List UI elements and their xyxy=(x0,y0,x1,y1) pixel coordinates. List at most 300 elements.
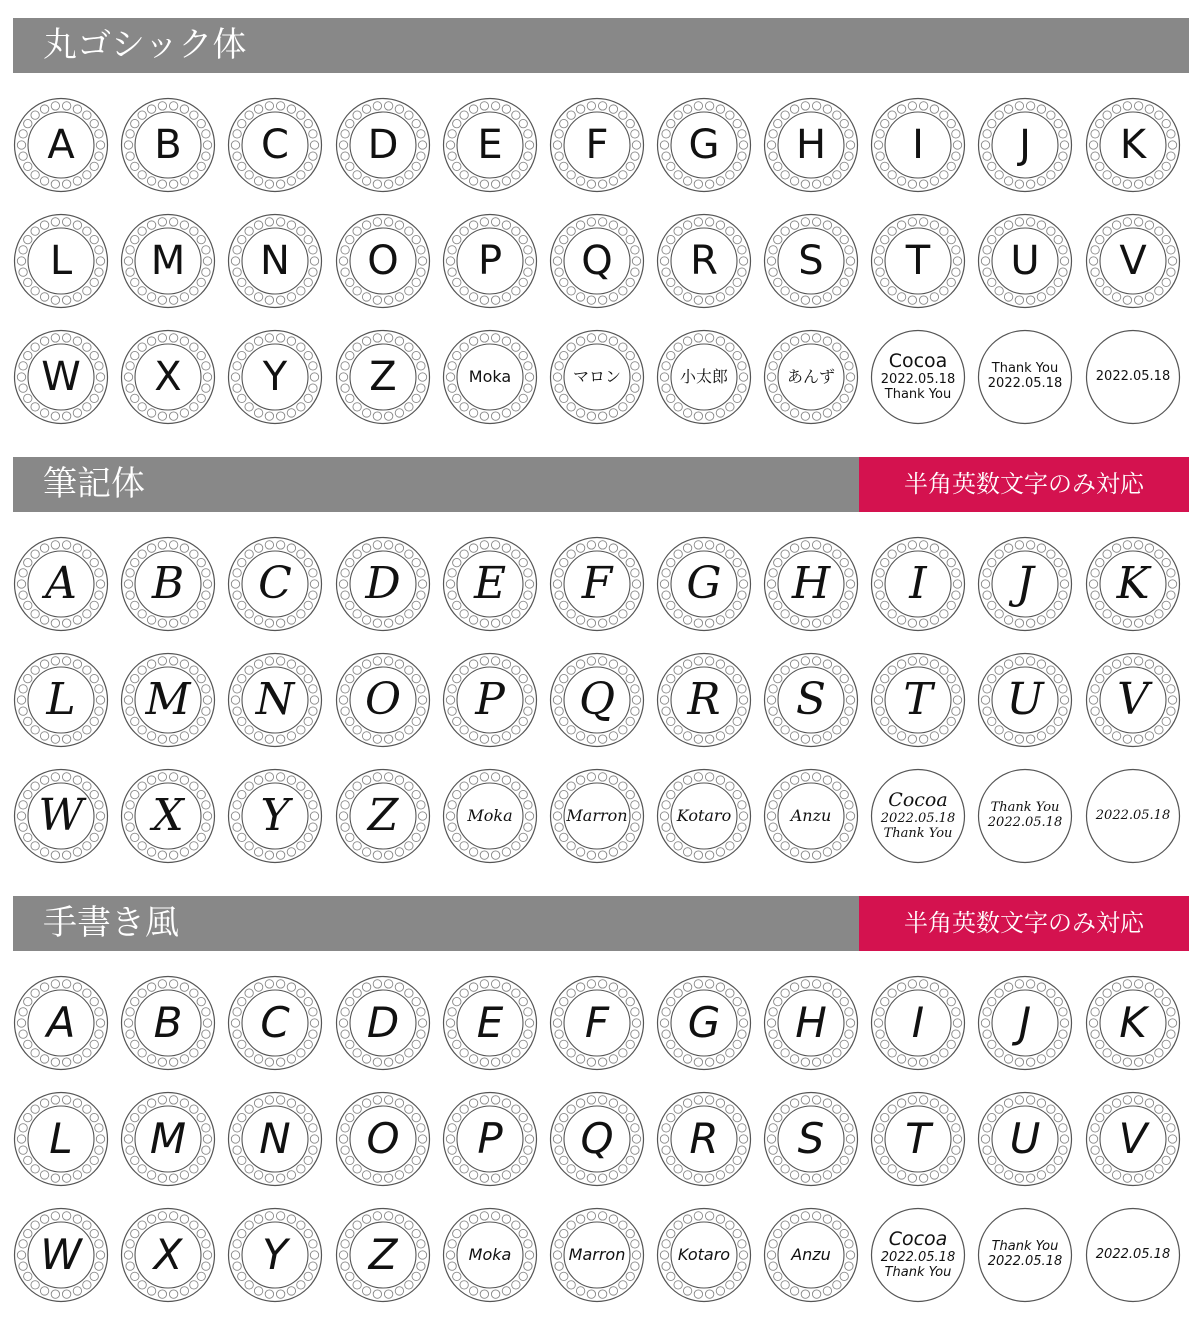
stamp-text xyxy=(870,1091,966,1187)
stamp-plain[interactable] xyxy=(977,329,1073,425)
stamp-plain[interactable] xyxy=(870,768,966,864)
stamp-text xyxy=(13,213,109,309)
stamp-text-line: Thank You xyxy=(884,386,952,402)
stamp-letter-x[interactable] xyxy=(120,768,216,864)
stamp-text xyxy=(977,652,1073,748)
stamp-text-line: E xyxy=(476,997,504,1047)
stamp-text xyxy=(335,1091,431,1187)
stamp-text-line: G xyxy=(687,997,721,1047)
stamp-text-line: C xyxy=(261,122,289,168)
stamp-text xyxy=(763,97,859,193)
stamp-text-line: K xyxy=(1116,557,1150,609)
stamp-text-line: M xyxy=(150,238,186,284)
stamp-text xyxy=(977,768,1073,864)
stamp-letter-u[interactable] xyxy=(977,1091,1073,1187)
stamp-text xyxy=(870,768,966,864)
stamp-text-line: L xyxy=(46,673,76,725)
stamp-name[interactable] xyxy=(442,329,538,425)
section-title: 丸ゴシック体 xyxy=(43,25,247,65)
stamp-text-line: Thank You xyxy=(883,825,953,841)
stamp-text xyxy=(13,1091,109,1187)
stamp-text xyxy=(549,97,645,193)
stamp-text xyxy=(870,652,966,748)
section-badge: 半角英数文字のみ対応 xyxy=(859,457,1189,512)
stamp-text xyxy=(870,97,966,193)
stamp-text xyxy=(442,652,538,748)
stamp-text xyxy=(549,975,645,1071)
stamp-letter-p[interactable] xyxy=(442,213,538,309)
stamp-letter-l[interactable] xyxy=(13,213,109,309)
stamp-name[interactable] xyxy=(763,1207,859,1303)
stamp-letter-f[interactable] xyxy=(549,975,645,1071)
stamp-text xyxy=(335,536,431,632)
stamp-text xyxy=(763,329,859,425)
stamp-text-line: U xyxy=(1010,238,1040,284)
stamp-text-line: P xyxy=(477,1113,503,1163)
stamp-letter-h[interactable] xyxy=(763,975,859,1071)
stamp-letter-r[interactable] xyxy=(656,652,752,748)
stamp-text-line: Thank You xyxy=(991,1239,1059,1255)
stamp-text xyxy=(120,652,216,748)
stamp-name[interactable] xyxy=(656,1207,752,1303)
stamp-text-line: W xyxy=(40,1229,82,1279)
stamp-letter-q[interactable] xyxy=(549,213,645,309)
stamp-letter-a[interactable] xyxy=(13,97,109,193)
stamp-text xyxy=(656,1207,752,1303)
stamp-letter-e[interactable] xyxy=(442,975,538,1071)
stamp-text-line: E xyxy=(477,122,503,168)
stamp-text-line: Thank You xyxy=(990,800,1060,816)
stamp-text-line: 2022.05.18 xyxy=(1095,368,1171,384)
stamp-text-line: H xyxy=(795,997,827,1047)
stamp-letter-q[interactable] xyxy=(549,1091,645,1187)
stamp-text-line: Y xyxy=(262,1229,288,1279)
stamp-text xyxy=(549,768,645,864)
stamp-text-line: あんず xyxy=(786,366,835,386)
stamp-text-line: A xyxy=(46,997,76,1047)
stamp-text xyxy=(977,975,1073,1071)
stamp-text-line: I xyxy=(909,557,927,609)
stamp-text-line: S xyxy=(797,1113,825,1163)
stamp-letter-g[interactable] xyxy=(656,975,752,1071)
stamp-text-line: D xyxy=(365,557,401,609)
stamp-text xyxy=(227,329,323,425)
stamp-text-line: Z xyxy=(369,354,397,400)
stamp-text xyxy=(120,97,216,193)
stamp-text xyxy=(442,768,538,864)
stamp-text xyxy=(870,975,966,1071)
stamp-text-line: 2022.05.18 xyxy=(987,815,1063,830)
section-title: 手書き風 xyxy=(43,903,179,943)
stamp-text-line: L xyxy=(49,1113,73,1163)
stamp-text-line: Y xyxy=(260,789,290,841)
stamp-text xyxy=(977,1207,1073,1303)
stamp-letter-i[interactable] xyxy=(870,975,966,1071)
stamp-letter-n[interactable] xyxy=(227,213,323,309)
stamp-plain[interactable] xyxy=(977,768,1073,864)
stamp-letter-x[interactable] xyxy=(120,329,216,425)
stamp-letter-w[interactable] xyxy=(13,329,109,425)
stamp-text xyxy=(763,536,859,632)
stamp-letter-f[interactable] xyxy=(549,97,645,193)
stamp-name[interactable] xyxy=(442,768,538,864)
stamp-text-line: Moka xyxy=(467,805,513,825)
stamp-text-line: V xyxy=(1117,673,1149,725)
stamp-text xyxy=(549,1207,645,1303)
stamp-letter-g[interactable] xyxy=(656,536,752,632)
stamp-text-line: L xyxy=(49,238,73,284)
stamp-letter-p[interactable] xyxy=(442,1091,538,1187)
stamp-letter-l[interactable] xyxy=(13,652,109,748)
stamp-text xyxy=(227,213,323,309)
stamp-text-line: Q xyxy=(580,1113,614,1163)
stamp-text-line: 小太郎 xyxy=(679,366,728,386)
stamp-text xyxy=(549,652,645,748)
stamp-letter-t[interactable] xyxy=(870,213,966,309)
stamp-text-line: B xyxy=(151,557,185,609)
stamp-letter-y[interactable] xyxy=(227,329,323,425)
stamp-letter-j[interactable] xyxy=(977,536,1073,632)
stamp-letter-j[interactable] xyxy=(977,975,1073,1071)
stamp-letter-a[interactable] xyxy=(13,975,109,1071)
stamp-text-line: 2022.05.18 xyxy=(987,376,1063,391)
stamp-text-line: U xyxy=(1006,673,1044,725)
stamp-text xyxy=(977,536,1073,632)
stamp-letter-m[interactable] xyxy=(120,652,216,748)
stamp-text xyxy=(977,213,1073,309)
stamp-text xyxy=(763,1207,859,1303)
stamp-text-line: X xyxy=(152,789,184,841)
stamp-text xyxy=(763,1091,859,1187)
stamp-text xyxy=(656,652,752,748)
stamp-letter-d[interactable] xyxy=(335,975,431,1071)
stamp-letter-l[interactable] xyxy=(13,1091,109,1187)
stamp-text-line: Cocoa xyxy=(888,1228,948,1251)
stamp-text xyxy=(120,768,216,864)
stamp-text-line: Kotaro xyxy=(676,805,732,825)
stamp-text-line: D xyxy=(366,997,400,1047)
stamp-text-line: F xyxy=(581,557,613,609)
stamp-plain[interactable] xyxy=(1085,329,1181,425)
stamp-plain[interactable] xyxy=(870,1207,966,1303)
stamp-text xyxy=(120,536,216,632)
stamp-letter-d[interactable] xyxy=(335,97,431,193)
stamp-text xyxy=(1085,1091,1181,1187)
stamp-text-line: U xyxy=(1009,1113,1041,1163)
stamp-text-line: Z xyxy=(367,789,399,841)
stamp-text-line: K xyxy=(1119,997,1147,1047)
stamp-text xyxy=(442,1207,538,1303)
stamp-letter-a[interactable] xyxy=(13,536,109,632)
stamp-text-line: F xyxy=(585,122,609,168)
stamp-text xyxy=(870,1207,966,1303)
stamp-text xyxy=(870,536,966,632)
stamp-text-line: 2022.05.18 xyxy=(880,371,956,387)
stamp-text xyxy=(442,329,538,425)
section-header xyxy=(13,457,1189,512)
stamp-text xyxy=(335,213,431,309)
stamp-text xyxy=(1085,652,1181,748)
stamp-letter-z[interactable] xyxy=(335,329,431,425)
stamp-text xyxy=(1085,768,1181,864)
stamp-text xyxy=(656,768,752,864)
stamp-text xyxy=(656,329,752,425)
stamp-text xyxy=(656,975,752,1071)
stamp-text-line: Cocoa xyxy=(888,789,948,812)
stamp-text xyxy=(442,213,538,309)
stamp-text-line: P xyxy=(475,673,505,725)
stamp-plain[interactable] xyxy=(1085,768,1181,864)
stamp-text-line: 2022.05.18 xyxy=(987,1254,1063,1269)
stamp-text-line: W xyxy=(38,789,84,841)
stamp-text-line: T xyxy=(905,1113,931,1163)
stamp-letter-p[interactable] xyxy=(442,652,538,748)
stamp-text-line: O xyxy=(364,673,402,725)
stamp-text-line: F xyxy=(584,997,610,1047)
stamp-text-line: W xyxy=(41,354,81,400)
stamp-letter-e[interactable] xyxy=(442,536,538,632)
stamp-text xyxy=(227,1207,323,1303)
stamp-text xyxy=(120,975,216,1071)
stamp-letter-v[interactable] xyxy=(1085,652,1181,748)
stamp-text xyxy=(120,213,216,309)
stamp-text-line: N xyxy=(260,238,290,284)
stamp-text-line: R xyxy=(689,1113,719,1163)
stamp-text-line: S xyxy=(795,673,827,725)
stamp-letter-s[interactable] xyxy=(763,213,859,309)
stamp-letter-h[interactable] xyxy=(763,536,859,632)
stamp-text-line: Thank You xyxy=(884,1264,952,1280)
stamp-text xyxy=(227,975,323,1071)
stamp-text-line: B xyxy=(154,122,182,168)
stamp-text-line: B xyxy=(153,997,183,1047)
stamp-text xyxy=(335,97,431,193)
stamp-letter-m[interactable] xyxy=(120,1091,216,1187)
stamp-text xyxy=(763,768,859,864)
stamp-name[interactable] xyxy=(656,768,752,864)
stamp-letter-k[interactable] xyxy=(1085,536,1181,632)
stamp-letter-s[interactable] xyxy=(763,1091,859,1187)
stamp-text-line: G xyxy=(688,122,720,168)
stamp-text xyxy=(763,213,859,309)
stamp-text xyxy=(120,1207,216,1303)
stamp-text xyxy=(335,975,431,1071)
stamp-letter-d[interactable] xyxy=(335,536,431,632)
stamp-name[interactable] xyxy=(763,768,859,864)
stamp-text-line: T xyxy=(905,238,931,284)
stamp-letter-f[interactable] xyxy=(549,536,645,632)
stamp-text-line: C xyxy=(258,557,292,609)
stamp-text-line: J xyxy=(1018,997,1032,1047)
stamp-text-line: 2022.05.18 xyxy=(1095,1246,1171,1262)
stamp-letter-u[interactable] xyxy=(977,213,1073,309)
stamp-letter-z[interactable] xyxy=(335,768,431,864)
section-header xyxy=(13,18,1189,73)
stamp-text-line: R xyxy=(687,673,721,725)
stamp-text xyxy=(335,1207,431,1303)
stamp-text-line: マロン xyxy=(572,366,621,386)
stamp-text-line: R xyxy=(690,238,718,284)
stamp-text xyxy=(1085,975,1181,1071)
stamp-name[interactable] xyxy=(763,329,859,425)
stamp-text xyxy=(977,329,1073,425)
stamp-text xyxy=(13,652,109,748)
stamp-plain[interactable] xyxy=(1085,1207,1181,1303)
stamp-text xyxy=(335,768,431,864)
stamp-text-line: Z xyxy=(368,1229,398,1279)
stamp-text xyxy=(335,652,431,748)
stamp-text xyxy=(549,213,645,309)
stamp-text-line: G xyxy=(686,557,722,609)
stamp-text-line: Moka xyxy=(468,1244,512,1264)
stamp-letter-n[interactable] xyxy=(227,652,323,748)
stamp-letter-o[interactable] xyxy=(335,213,431,309)
stamp-text-line: Marron xyxy=(568,1244,626,1264)
stamp-text xyxy=(656,97,752,193)
section-header xyxy=(13,896,1189,951)
section-title: 筆記体 xyxy=(43,464,145,504)
stamp-text-line: N xyxy=(259,1113,291,1163)
stamp-text-line: P xyxy=(477,238,503,284)
stamp-name[interactable] xyxy=(549,768,645,864)
stamp-letter-y[interactable] xyxy=(227,768,323,864)
stamp-letter-s[interactable] xyxy=(763,652,859,748)
stamp-letter-m[interactable] xyxy=(120,213,216,309)
stamp-text xyxy=(870,329,966,425)
stamp-letter-b[interactable] xyxy=(120,536,216,632)
stamp-text xyxy=(227,768,323,864)
stamp-text-line: H xyxy=(791,557,831,609)
stamp-name[interactable] xyxy=(442,1207,538,1303)
stamp-letter-v[interactable] xyxy=(1085,213,1181,309)
stamp-letter-e[interactable] xyxy=(442,97,538,193)
stamp-text-line: C xyxy=(260,997,290,1047)
stamp-letter-w[interactable] xyxy=(13,1207,109,1303)
stamp-letter-c[interactable] xyxy=(227,536,323,632)
stamp-text-line: Moka xyxy=(468,366,512,386)
stamp-text xyxy=(13,97,109,193)
stamp-text xyxy=(13,329,109,425)
stamp-text-line: A xyxy=(45,557,77,609)
stamp-text xyxy=(763,652,859,748)
stamp-letter-c[interactable] xyxy=(227,97,323,193)
stamp-text-line: Y xyxy=(262,354,288,400)
stamp-text xyxy=(1085,536,1181,632)
stamp-name[interactable] xyxy=(549,329,645,425)
stamp-name[interactable] xyxy=(656,329,752,425)
stamp-text-line: K xyxy=(1119,122,1147,168)
stamp-letter-o[interactable] xyxy=(335,652,431,748)
stamp-text xyxy=(13,1207,109,1303)
stamp-letter-x[interactable] xyxy=(120,1207,216,1303)
stamp-letter-y[interactable] xyxy=(227,1207,323,1303)
stamp-letter-i[interactable] xyxy=(870,536,966,632)
stamp-text-line: Anzu xyxy=(790,805,832,825)
stamp-letter-k[interactable] xyxy=(1085,97,1181,193)
stamp-letter-q[interactable] xyxy=(549,652,645,748)
stamp-name[interactable] xyxy=(549,1207,645,1303)
stamp-text-line: H xyxy=(795,122,827,168)
stamp-letter-h[interactable] xyxy=(763,97,859,193)
stamp-text xyxy=(656,1091,752,1187)
stamp-text xyxy=(442,975,538,1071)
stamp-text xyxy=(1085,1207,1181,1303)
stamp-text xyxy=(1085,329,1181,425)
stamp-text xyxy=(120,329,216,425)
stamp-text xyxy=(442,97,538,193)
stamp-plain[interactable] xyxy=(870,329,966,425)
stamp-text xyxy=(656,213,752,309)
stamp-text xyxy=(13,768,109,864)
section-badge: 半角英数文字のみ対応 xyxy=(859,896,1189,951)
stamp-letter-n[interactable] xyxy=(227,1091,323,1187)
stamp-text-line: V xyxy=(1118,1113,1148,1163)
stamp-letter-c[interactable] xyxy=(227,975,323,1071)
stamp-letter-t[interactable] xyxy=(870,652,966,748)
stamp-text xyxy=(13,975,109,1071)
stamp-text xyxy=(227,536,323,632)
stamp-text-line: J xyxy=(1019,122,1031,168)
stamp-text xyxy=(442,536,538,632)
stamp-letter-r[interactable] xyxy=(656,213,752,309)
stamp-text-line: Kotaro xyxy=(677,1244,731,1264)
stamp-text-line: S xyxy=(798,238,824,284)
stamp-letter-b[interactable] xyxy=(120,975,216,1071)
stamp-text xyxy=(870,213,966,309)
stamp-text-line: V xyxy=(1119,238,1147,284)
stamp-letter-w[interactable] xyxy=(13,768,109,864)
stamp-text-line: D xyxy=(367,122,399,168)
stamp-letter-i[interactable] xyxy=(870,97,966,193)
stamp-text-line: X xyxy=(154,354,182,400)
stamp-letter-u[interactable] xyxy=(977,652,1073,748)
stamp-letter-v[interactable] xyxy=(1085,1091,1181,1187)
stamp-text-line: Q xyxy=(578,673,616,725)
stamp-letter-g[interactable] xyxy=(656,97,752,193)
stamp-letter-o[interactable] xyxy=(335,1091,431,1187)
stamp-text xyxy=(120,1091,216,1187)
stamp-text xyxy=(1085,97,1181,193)
stamp-text-line: Thank You xyxy=(991,361,1059,377)
stamp-text-line: Cocoa xyxy=(888,350,948,373)
stamp-text xyxy=(227,652,323,748)
stamp-letter-j[interactable] xyxy=(977,97,1073,193)
stamp-text xyxy=(763,975,859,1071)
stamp-letter-t[interactable] xyxy=(870,1091,966,1187)
stamp-text xyxy=(335,329,431,425)
stamp-text xyxy=(977,1091,1073,1187)
stamp-letter-r[interactable] xyxy=(656,1091,752,1187)
stamp-text xyxy=(1085,213,1181,309)
stamp-letter-k[interactable] xyxy=(1085,975,1181,1071)
stamp-text-line: 2022.05.18 xyxy=(1095,807,1171,823)
stamp-text-line: A xyxy=(47,122,75,168)
stamp-plain[interactable] xyxy=(977,1207,1073,1303)
stamp-text-line: Marron xyxy=(566,805,628,825)
stamp-text-line: 2022.05.18 xyxy=(880,810,956,826)
stamp-letter-b[interactable] xyxy=(120,97,216,193)
stamp-text-line: O xyxy=(366,1113,400,1163)
stamp-text xyxy=(549,329,645,425)
stamp-text-line: Q xyxy=(581,238,613,284)
stamp-text-line: E xyxy=(473,557,507,609)
stamp-text-line: I xyxy=(912,122,924,168)
stamp-text-line: J xyxy=(1016,557,1034,609)
stamp-text-line: 2022.05.18 xyxy=(880,1249,956,1265)
stamp-text xyxy=(549,1091,645,1187)
stamp-letter-z[interactable] xyxy=(335,1207,431,1303)
stamp-text xyxy=(549,536,645,632)
